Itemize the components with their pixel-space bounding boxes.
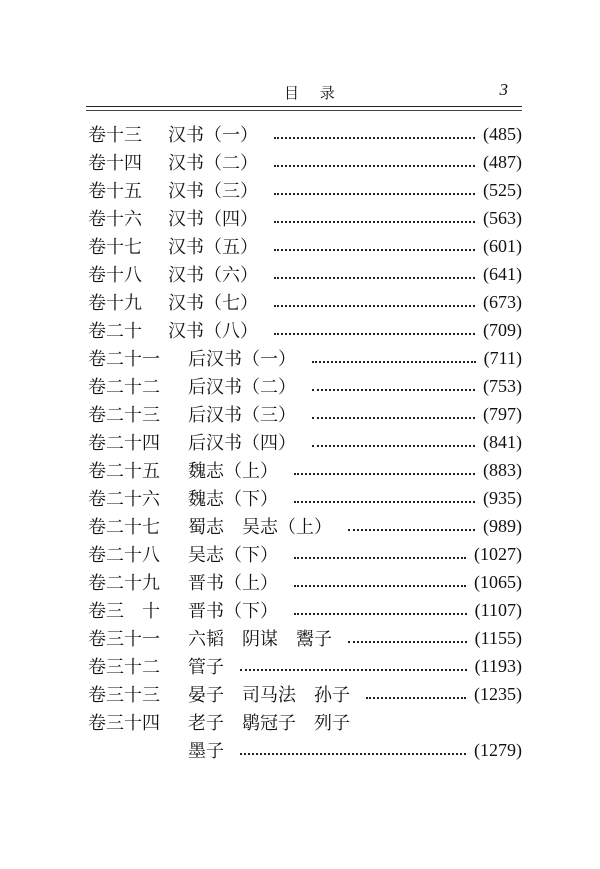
leader-dots <box>274 165 475 167</box>
toc-entry <box>88 120 522 148</box>
volume-label: 卷十四 <box>88 153 142 174</box>
volume-label: 卷二十二 <box>88 377 160 398</box>
volume-label: 卷二十三 <box>88 405 160 426</box>
book-title: 汉书（四） <box>168 209 258 230</box>
table-of-contents <box>88 120 522 764</box>
toc-entry <box>88 372 522 400</box>
book-title: 管子 <box>188 657 224 678</box>
page-ref: (1279) <box>474 739 522 760</box>
book-title: 晏子 司马法 孙子 <box>188 685 350 706</box>
book-title: 晋书（下） <box>188 601 278 622</box>
leader-dots <box>274 249 475 251</box>
page-ref: (487) <box>483 151 522 172</box>
book-title: 吴志（下） <box>188 545 278 566</box>
page-ref: (641) <box>483 263 522 284</box>
leader-dots <box>348 529 475 531</box>
book-title: 汉书（七） <box>168 293 258 314</box>
page-ref: (525) <box>483 179 522 200</box>
toc-entry <box>88 176 522 204</box>
page-ref: (563) <box>483 207 522 228</box>
page-ref: (673) <box>483 291 522 312</box>
toc-entry <box>88 400 522 428</box>
page-ref: (883) <box>483 459 522 480</box>
header-rule-thin <box>86 110 522 111</box>
book-title: 汉书（五） <box>168 237 258 258</box>
page-ref: (989) <box>483 515 522 536</box>
page-ref: (841) <box>483 431 522 452</box>
page-ref: (797) <box>483 403 522 424</box>
volume-label: 卷二十七 <box>88 517 160 538</box>
book-title: 汉书（三） <box>168 181 258 202</box>
book-title: 后汉书（一） <box>188 349 296 370</box>
volume-label: 卷二十四 <box>88 433 160 454</box>
toc-entry-continuation <box>88 736 522 764</box>
page-ref: (935) <box>483 487 522 508</box>
leader-dots <box>274 137 475 139</box>
book-title: 六韬 阴谋 鬻子 <box>188 629 332 650</box>
volume-label: 卷二十一 <box>88 349 160 370</box>
toc-entry <box>88 596 522 624</box>
volume-label: 卷三十二 <box>88 657 160 678</box>
toc-entry <box>88 344 522 372</box>
volume-label: 卷三十一 <box>88 629 160 650</box>
volume-label: 卷三十四 <box>88 713 160 734</box>
volume-label: 卷二十六 <box>88 489 160 510</box>
leader-dots <box>274 333 475 335</box>
book-title: 后汉书（二） <box>188 377 296 398</box>
leader-dots <box>348 641 467 643</box>
volume-label: 卷十五 <box>88 181 142 202</box>
page-number: 3 <box>499 80 508 99</box>
page-ref: (711) <box>483 347 522 368</box>
toc-entry <box>88 540 522 568</box>
book-title: 后汉书（四） <box>188 433 296 454</box>
toc-entry <box>88 624 522 652</box>
leader-dots <box>274 193 475 195</box>
toc-entry <box>88 148 522 176</box>
leader-dots <box>312 361 476 363</box>
leader-dots <box>274 221 475 223</box>
volume-label: 卷十八 <box>88 265 142 286</box>
leader-dots <box>240 669 467 671</box>
page-ref: (1107) <box>474 599 522 620</box>
toc-entry <box>88 708 522 736</box>
toc-entry <box>88 204 522 232</box>
toc-entry <box>88 568 522 596</box>
book-title: 魏志（上） <box>188 461 278 482</box>
page-ref: (485) <box>483 123 522 144</box>
leader-dots <box>294 501 475 503</box>
leader-dots <box>274 277 475 279</box>
page-ref: (709) <box>483 319 522 340</box>
book-title: 汉书（八） <box>168 321 258 342</box>
leader-dots <box>274 305 475 307</box>
page-ref: (1193) <box>474 655 522 676</box>
toc-entry <box>88 484 522 512</box>
page-ref: (1155) <box>474 627 522 648</box>
page-ref: (1027) <box>474 543 522 564</box>
book-title: 墨子 <box>188 741 224 762</box>
volume-label: 卷三十三 <box>88 685 160 706</box>
book-title: 魏志（下） <box>188 489 278 510</box>
toc-entry <box>88 232 522 260</box>
page-ref: (601) <box>483 235 522 256</box>
toc-entry <box>88 652 522 680</box>
toc-entry <box>88 680 522 708</box>
book-title: 后汉书（三） <box>188 405 296 426</box>
book-title: 蜀志 吴志（上） <box>188 517 332 538</box>
leader-dots <box>294 557 466 559</box>
book-title: 汉书（六） <box>168 265 258 286</box>
book-title: 汉书（一） <box>168 125 258 146</box>
volume-label: 卷二十九 <box>88 573 160 594</box>
leader-dots <box>294 613 467 615</box>
toc-entry <box>88 260 522 288</box>
header-title: 目 录 <box>284 84 343 102</box>
volume-label: 卷三 十 <box>88 601 160 622</box>
volume-label: 卷十三 <box>88 125 142 146</box>
volume-label: 卷十九 <box>88 293 142 314</box>
leader-dots <box>294 473 475 475</box>
leader-dots <box>312 389 475 391</box>
page-ref: (753) <box>483 375 522 396</box>
leader-dots <box>312 417 475 419</box>
header-rule-thick <box>86 106 522 107</box>
running-header <box>86 82 522 106</box>
volume-label: 卷十六 <box>88 209 142 230</box>
leader-dots <box>366 697 466 699</box>
volume-label: 卷二十八 <box>88 545 160 566</box>
volume-label: 卷二十 <box>88 321 142 342</box>
page-ref: (1065) <box>474 571 522 592</box>
book-title: 晋书（上） <box>188 573 278 594</box>
toc-entry <box>88 316 522 344</box>
book-title: 汉书（二） <box>168 153 258 174</box>
leader-dots <box>294 585 466 587</box>
toc-entry <box>88 428 522 456</box>
toc-entry <box>88 456 522 484</box>
toc-entry <box>88 288 522 316</box>
toc-entry <box>88 512 522 540</box>
volume-label: 卷二十五 <box>88 461 160 482</box>
leader-dots <box>312 445 475 447</box>
leader-dots <box>240 753 466 755</box>
volume-label: 卷十七 <box>88 237 142 258</box>
book-title: 老子 鹖冠子 列子 <box>188 713 350 734</box>
page-ref: (1235) <box>474 683 522 704</box>
